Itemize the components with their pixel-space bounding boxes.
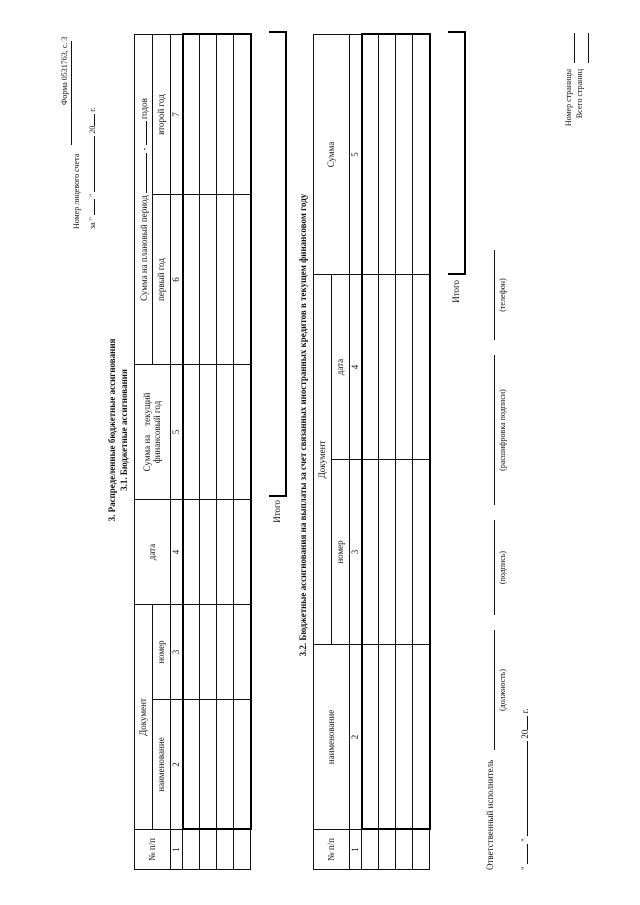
table-cell[interactable] (217, 500, 234, 605)
table-cell[interactable] (362, 830, 379, 870)
header-num: № п/п (135, 830, 171, 870)
table-cell[interactable] (200, 195, 217, 365)
table-cell[interactable] (183, 195, 200, 365)
table-cell[interactable] (379, 460, 396, 645)
period-open-quote: за " (88, 217, 97, 229)
date-day-field[interactable] (518, 844, 528, 864)
table-cell[interactable] (379, 830, 396, 870)
section32-title: 3.2. Бюджетные ассигнования на выплаты за счет связанных иностранных кредитов в текущем финансовом году (298, 193, 308, 657)
period-month-field[interactable] (85, 136, 95, 192)
col-number: 4 (350, 275, 362, 460)
page-number-field[interactable] (574, 33, 575, 63)
phone-caption: (телефон) (498, 278, 507, 312)
section31-subtitle: 3.1. Бюджетные ассигнования (119, 369, 129, 491)
table-cell[interactable] (234, 500, 251, 605)
signature-field[interactable] (494, 520, 495, 615)
col-number: 3 (171, 605, 183, 700)
table-cell[interactable] (183, 500, 200, 605)
table-cell[interactable] (413, 460, 430, 645)
col-number: 4 (171, 500, 183, 605)
header-name: наименование (153, 700, 171, 830)
period-day-field[interactable] (85, 199, 95, 215)
table-cell[interactable] (234, 605, 251, 700)
table-cell[interactable] (200, 700, 217, 830)
header-number: номер (153, 605, 171, 700)
report-period-line (85, 107, 97, 229)
table-cell[interactable] (183, 35, 200, 195)
header-planned-period: Сумма на плановый период - годов (135, 35, 153, 365)
col-number: 3 (350, 460, 362, 645)
header-sum-current-year: Сумма на текущий финансовый год (135, 365, 171, 500)
section3-title: 3. Распределенные бюджетные ассигнования (107, 338, 117, 522)
date-month-field[interactable] (518, 741, 528, 836)
table-cell[interactable] (413, 35, 430, 275)
total-pages-label: Всего страниц (575, 69, 584, 119)
table-cell[interactable] (362, 35, 379, 275)
col-number: 2 (350, 645, 362, 830)
col-number: 6 (171, 195, 183, 365)
responsible-executor-label: Ответственный исполнитель (485, 759, 495, 870)
date-year-prefix: 20 (520, 729, 530, 739)
table-cell[interactable] (396, 35, 413, 275)
decryption-caption: (расшифровка подписи) (498, 389, 507, 471)
table-cell[interactable] (396, 830, 413, 870)
date-close-quote: " (520, 838, 530, 842)
table-cell[interactable] (200, 605, 217, 700)
table-cell[interactable] (413, 645, 430, 830)
header-number: номер (332, 460, 350, 645)
table-cell[interactable] (379, 645, 396, 830)
page-number-label: Номер страницы (564, 69, 573, 127)
table-cell[interactable] (200, 365, 217, 500)
table-cell[interactable] (413, 275, 430, 460)
table-cell[interactable] (362, 275, 379, 460)
position-field[interactable] (494, 630, 495, 750)
section31-total-cells[interactable] (269, 31, 287, 497)
table-cell[interactable] (362, 645, 379, 830)
col-number: 1 (171, 830, 183, 870)
section32-total-cell[interactable] (448, 31, 466, 275)
section31-total-label: Итого (272, 500, 282, 523)
period-year-prefix: 20 (88, 125, 97, 134)
period-year-field[interactable] (85, 114, 95, 126)
position-caption: (должность) (498, 669, 507, 711)
form-code: Форма 0531763, с. 3 (60, 36, 69, 105)
col-number: 2 (171, 700, 183, 830)
table-cell[interactable] (396, 275, 413, 460)
table-cell[interactable] (183, 605, 200, 700)
table-cell[interactable] (217, 605, 234, 700)
table-cell[interactable] (362, 460, 379, 645)
header-sum: Сумма (314, 35, 350, 275)
table-cell[interactable] (183, 365, 200, 500)
table-cell[interactable] (217, 195, 234, 365)
header-document: Документ (314, 275, 332, 645)
period-close-quote: " (88, 193, 97, 198)
date-year-field[interactable] (518, 716, 528, 730)
total-pages-field[interactable] (588, 33, 589, 63)
table-cell[interactable] (200, 830, 217, 870)
date-year-suffix: г. (520, 708, 530, 714)
period-year-suffix: г. (88, 107, 97, 112)
date-open-quote: " (520, 866, 530, 870)
col-number: 5 (350, 35, 362, 275)
header-num: № п/п (314, 830, 350, 870)
table-cell[interactable] (217, 700, 234, 830)
table-cell[interactable] (234, 195, 251, 365)
table-cell[interactable] (379, 35, 396, 275)
decryption-field[interactable] (494, 355, 495, 505)
table-cell[interactable] (379, 275, 396, 460)
table-cell[interactable] (217, 35, 234, 195)
table-cell[interactable] (183, 700, 200, 830)
table-cell[interactable] (413, 830, 430, 870)
account-number-label: Номер лицевого счета (72, 153, 81, 229)
table-cell[interactable] (200, 500, 217, 605)
col-number: 1 (350, 830, 362, 870)
col-number: 5 (171, 365, 183, 500)
foreign-credit-allocations-table (313, 34, 431, 871)
signature-caption: (подпись) (498, 550, 507, 585)
header-document: Документ (135, 605, 153, 830)
table-cell[interactable] (396, 645, 413, 830)
header-first-year: первый год (153, 195, 171, 365)
table-cell[interactable] (234, 830, 251, 870)
header-date: дата (332, 275, 350, 460)
phone-field[interactable] (494, 250, 495, 340)
table-cell[interactable] (234, 365, 251, 500)
table-cell[interactable] (183, 830, 200, 870)
budget-allocations-table (134, 34, 252, 871)
table-cell[interactable] (234, 700, 251, 830)
table-cell[interactable] (200, 35, 217, 195)
table-cell[interactable] (396, 460, 413, 645)
section32-total-label: Итого (451, 280, 461, 303)
header-second-year: второй год (153, 35, 171, 195)
table-cell[interactable] (217, 830, 234, 870)
table-cell[interactable] (234, 35, 251, 195)
table-cell[interactable] (217, 365, 234, 500)
header-name: наименование (314, 645, 350, 830)
account-number-field[interactable] (71, 41, 72, 145)
signature-date-line (518, 708, 530, 870)
col-number: 7 (171, 35, 183, 195)
header-date: дата (135, 500, 171, 605)
